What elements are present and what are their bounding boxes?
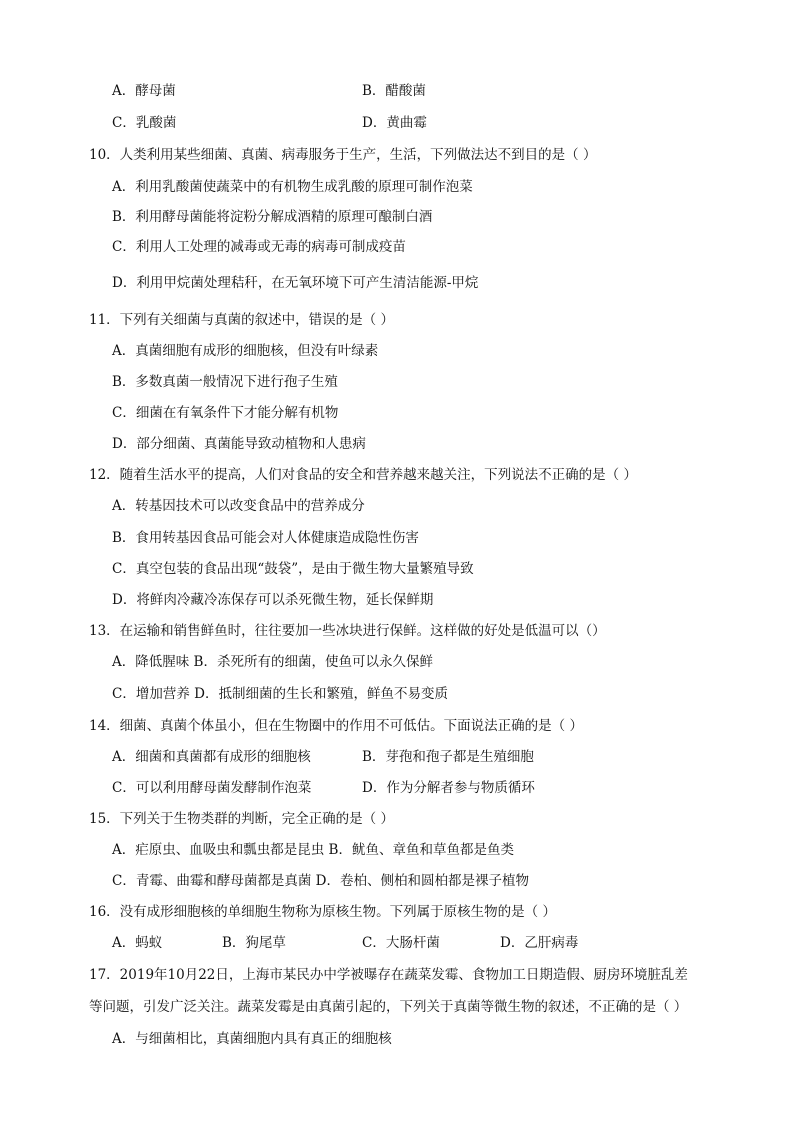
option-10c: C．利用人工处理的减毒或无毒的病毒可制成疫苗 [112, 239, 406, 255]
option-16d: D．乙肝病毒 [500, 935, 579, 951]
question-17-stem: 17．2019年10月22日，上海市某民办中学被曝存在蔬菜发霉、食物加工日期造假、厨房环境脏乱差 [89, 967, 688, 983]
option-9b: B．醋酸菌 [362, 83, 426, 99]
question-17-stem-cont: 等问题，引发广泛关注。蔬菜发霉是由真菌引起的，下列关于真菌等微生物的叙述，不正确的是（ ） [89, 999, 688, 1015]
question-13-stem: 13．在运输和销售鲜鱼时，往往要加一些冰块进行保鲜。这样做的好处是低温可以（） [89, 623, 606, 639]
option-15ab: A．疟原虫、血吸虫和瓢虫都是昆虫 B．鱿鱼、章鱼和草鱼都是鱼类 [112, 842, 514, 858]
option-14a: A．细菌和真菌都有成形的细胞核 [112, 749, 311, 765]
option-9d: D．黄曲霉 [362, 115, 427, 131]
option-10d: D．利用甲烷菌处理秸秆，在无氧环境下可产生清洁能源-甲烷 [112, 275, 479, 291]
option-16b: B．狗尾草 [222, 935, 286, 951]
question-10-stem: 10．人类利用某些细菌、真菌、病毒服务于生产，生活，下列做法达不到目的是（ ） [89, 147, 597, 163]
question-12-stem: 12．随着生活水平的提高，人们对食品的安全和营养越来越关注，下列说法不正确的是（ ） [89, 467, 637, 483]
option-16a: A．蚂蚁 [112, 935, 163, 951]
option-10b: B．利用酵母菌能将淀粉分解成酒精的原理可酿制白酒 [112, 209, 433, 225]
question-16-stem: 16．没有成形细胞核的单细胞生物称为原核生物。下列属于原核生物的是（ ） [89, 904, 556, 920]
question-11-stem: 11．下列有关细菌与真菌的叙述中，错误的是（ ） [89, 312, 394, 328]
option-11c: C．细菌在有氧条件下才能分解有机物 [112, 405, 339, 421]
option-12d: D．将鲜肉冷藏冷冻保存可以杀死微生物，延长保鲜期 [112, 592, 434, 608]
option-10a: A．利用乳酸菌使蔬菜中的有机物生成乳酸的原理可制作泡菜 [112, 179, 473, 195]
option-12b: B．食用转基因食品可能会对人体健康造成隐性伤害 [112, 530, 419, 546]
option-14c: C．可以利用酵母菌发酵制作泡菜 [112, 780, 312, 796]
option-15cd: C．青霉、曲霉和酵母菌都是真菌 D．卷柏、侧柏和圆柏都是裸子植物 [112, 873, 529, 889]
option-13cd: C．增加营养 D．抵制细菌的生长和繁殖，鲜鱼不易变质 [112, 686, 448, 702]
option-11d: D．部分细菌、真菌能导致动植物和人患病 [112, 436, 366, 452]
option-14d: D．作为分解者参与物质循环 [362, 780, 535, 796]
option-12a: A．转基因技术可以改变食品中的营养成分 [112, 498, 365, 514]
option-9a: A．酵母菌 [112, 83, 176, 99]
option-14b: B．芽孢和孢子都是生殖细胞 [362, 749, 534, 765]
question-15-stem: 15．下列关于生物类群的判断，完全正确的是（ ） [89, 811, 394, 827]
question-14-stem: 14．细菌、真菌个体虽小，但在生物圈中的作用不可低估。下面说法正确的是（ ） [89, 718, 583, 734]
option-16c: C．大肠杆菌 [362, 935, 440, 951]
option-12c: C．真空包装的食品出现“鼓袋”，是由于微生物大量繁殖导致 [112, 561, 474, 577]
option-11a: A．真菌细胞有成形的细胞核，但没有叶绿素 [112, 343, 379, 359]
option-13ab: A．降低腥味 B．杀死所有的细菌，使鱼可以永久保鲜 [112, 654, 433, 670]
option-9c: C．乳酸菌 [112, 115, 177, 131]
option-17a: A．与细菌相比，真菌细胞内具有真正的细胞核 [112, 1031, 392, 1047]
option-11b: B．多数真菌一般情况下进行孢子生殖 [112, 374, 338, 390]
